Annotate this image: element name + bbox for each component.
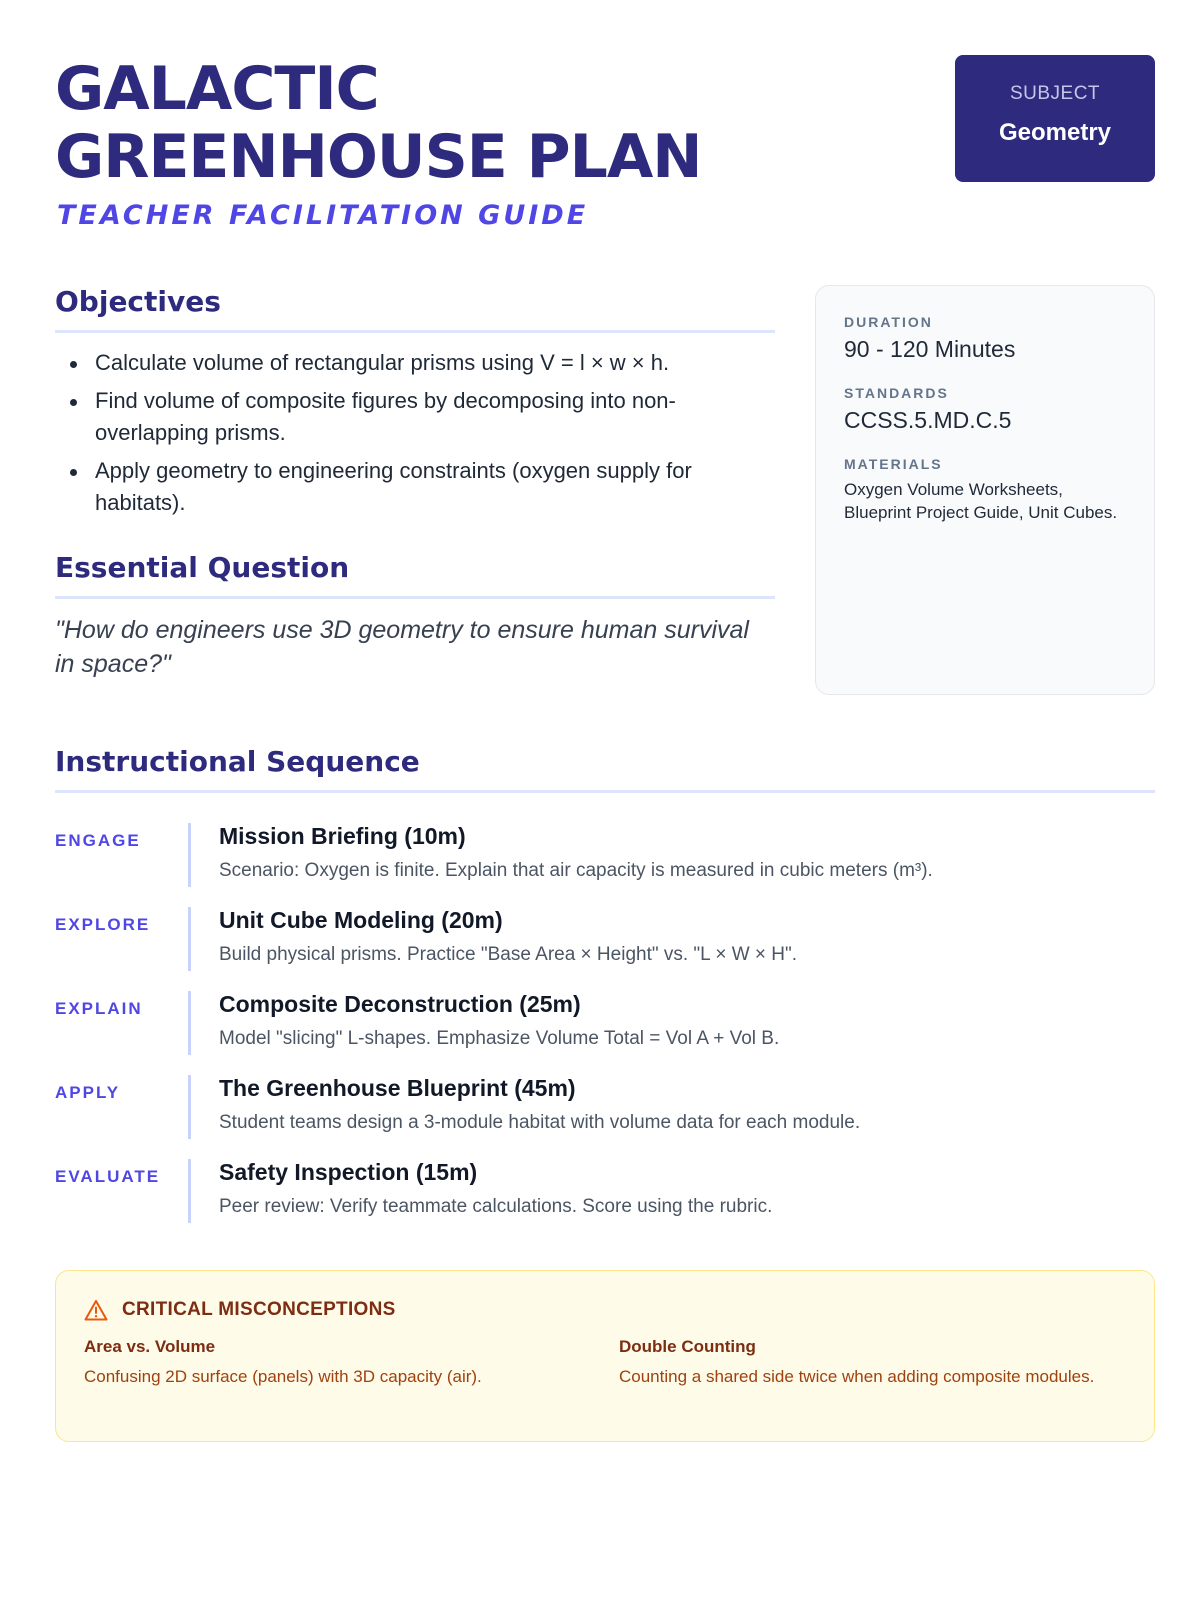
step-divider xyxy=(188,1159,191,1223)
sequence-step xyxy=(55,823,1155,887)
sequence-step xyxy=(55,991,1155,1055)
step-body xyxy=(219,991,1155,1050)
sequence-step xyxy=(55,907,1155,971)
step-title: The Greenhouse Blueprint (45m) xyxy=(219,1075,576,1101)
standards-value: CCSS.5.MD.C.5 xyxy=(844,407,1012,433)
step-divider xyxy=(188,907,191,971)
misconception-name: Double Counting xyxy=(619,1337,756,1356)
misconceptions-callout xyxy=(55,1270,1155,1442)
misconceptions-title: CRITICAL MISCONCEPTIONS xyxy=(122,1299,396,1320)
misconception-item xyxy=(619,1337,1099,1388)
step-description: Build physical prisms. Practice "Base Area × Height" vs. "L × W × H". xyxy=(219,944,798,965)
step-phase: APPLY xyxy=(55,1083,121,1102)
objectives-heading: Objectives xyxy=(55,285,775,333)
subject-label: SUBJECT xyxy=(1009,83,1101,104)
objective-item: Calculate volume of rectangular prisms using V = l × w × h. xyxy=(55,347,775,379)
step-phase: EVALUATE xyxy=(55,1167,161,1186)
sequence-step xyxy=(55,1075,1155,1139)
step-body xyxy=(219,907,1155,966)
step-title: Mission Briefing (10m) xyxy=(219,823,466,849)
materials-value: Oxygen Volume Worksheets, Blueprint Project Guide, Unit Cubes. xyxy=(844,480,1118,522)
standards-label: STANDARDS xyxy=(844,385,949,401)
overview-section xyxy=(55,285,1155,695)
subject-value: Geometry xyxy=(998,119,1112,146)
step-description: Scenario: Oxygen is finite. Explain that air capacity is measured in cubic meters (m³). xyxy=(219,860,933,881)
step-description: Student teams design a 3-module habitat with volume data for each module. xyxy=(219,1112,861,1133)
step-description: Peer review: Verify teammate calculations. Score using the rubric. xyxy=(219,1196,773,1217)
step-phase: EXPLORE xyxy=(55,915,151,934)
objective-item: Find volume of composite figures by decomposing into non-overlapping prisms. xyxy=(55,385,775,449)
misconception-description: Confusing 2D surface (panels) with 3D capacity (air). xyxy=(84,1367,482,1386)
misconception-item xyxy=(84,1337,564,1388)
objectives-list xyxy=(55,347,775,519)
step-title: Unit Cube Modeling (20m) xyxy=(219,907,503,933)
step-divider xyxy=(188,1075,191,1139)
warning-icon xyxy=(84,1299,108,1321)
step-description: Model "slicing" L-shapes. Emphasize Volume Total = Vol A + Vol B. xyxy=(219,1028,780,1049)
header xyxy=(55,55,1155,255)
sequence-list xyxy=(55,823,1155,1223)
overview-left-column xyxy=(55,285,775,681)
essential-question-heading: Essential Question xyxy=(55,551,775,599)
misconception-description: Counting a shared side twice when adding composite modules. xyxy=(619,1367,1095,1386)
duration-label: DURATION xyxy=(844,314,933,330)
step-body xyxy=(219,1075,1155,1134)
objective-item: Apply geometry to engineering constraints (oxygen supply for habitats). xyxy=(55,455,775,519)
step-phase: ENGAGE xyxy=(55,831,141,850)
subject-badge xyxy=(955,55,1155,182)
step-title: Composite Deconstruction (25m) xyxy=(219,991,581,1017)
step-body xyxy=(219,823,1155,882)
lesson-info-card xyxy=(815,285,1155,695)
essential-question-text: "How do engineers use 3D geometry to ensure human survival in space?" xyxy=(55,616,749,678)
sequence-step xyxy=(55,1159,1155,1223)
step-title: Safety Inspection (15m) xyxy=(219,1159,478,1185)
duration-value: 90 - 120 Minutes xyxy=(844,336,1016,362)
page-subtitle: TEACHER FACILITATION GUIDE xyxy=(57,200,589,231)
materials-label: MATERIALS xyxy=(844,456,943,472)
misconceptions-header xyxy=(84,1299,396,1321)
step-phase: EXPLAIN xyxy=(55,999,143,1018)
step-divider xyxy=(188,823,191,887)
step-divider xyxy=(188,991,191,1055)
misconception-name: Area vs. Volume xyxy=(84,1337,216,1356)
page-title: GALACTIC GREENHOUSE PLAN xyxy=(55,54,702,192)
sequence-heading: Instructional Sequence xyxy=(55,745,1155,793)
instructional-sequence-section xyxy=(55,745,1155,1243)
lesson-plan-page xyxy=(55,54,1155,1386)
step-body xyxy=(219,1159,1155,1218)
